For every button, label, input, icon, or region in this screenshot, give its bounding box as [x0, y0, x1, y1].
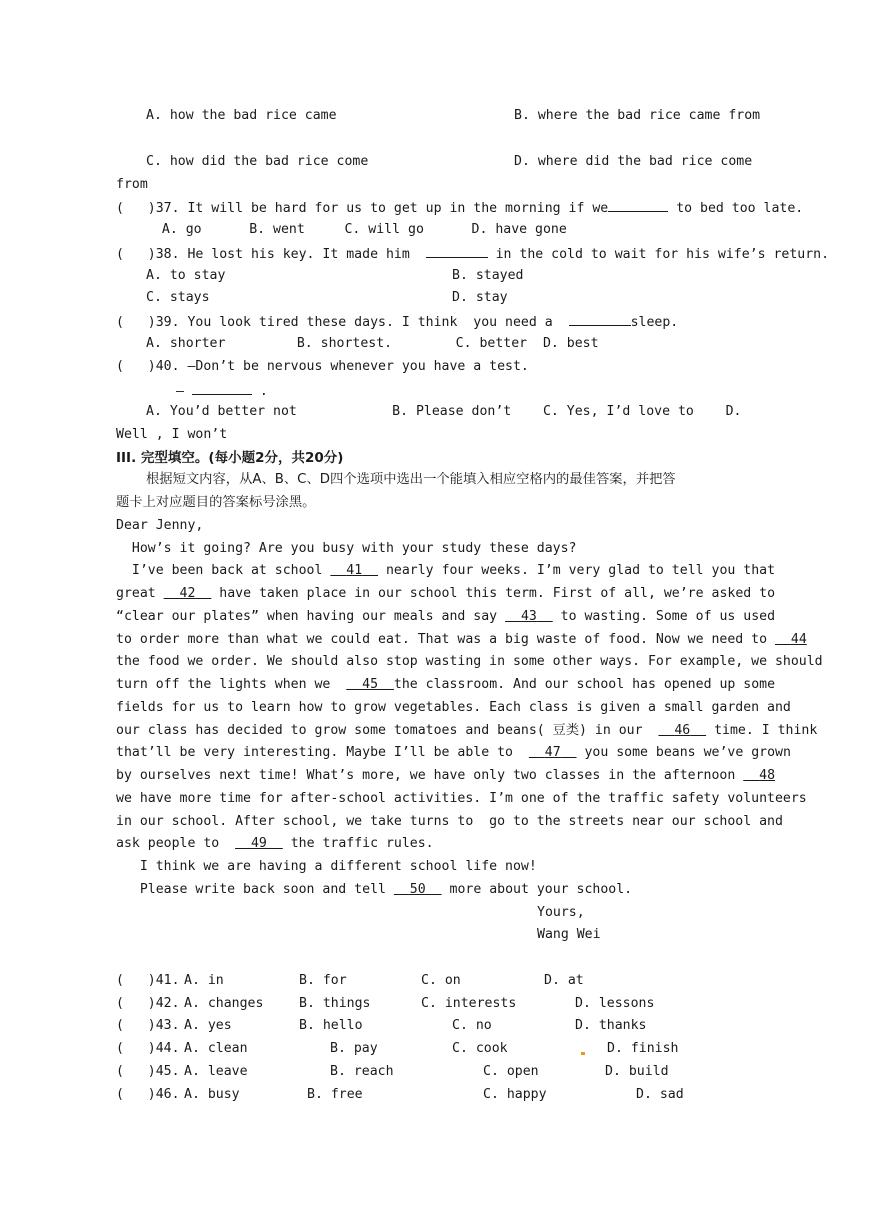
- q38-option-b: B. stayed: [452, 268, 524, 283]
- section-3-instruction-1: 根据短文内容，从A、B、C、D四个选项中选出一个能填入相应空格内的最佳答案，并把答: [146, 472, 676, 487]
- answer-41-a: A. in: [184, 973, 224, 988]
- section-3-heading: III. 完型填空。(每小题2分，共20分): [116, 450, 344, 466]
- answer-row-43-num: ( )43.: [116, 1018, 180, 1033]
- question-37: [116, 198, 803, 218]
- question-40: ( )40. —Don’t be nervous whenever you have a test.: [116, 359, 529, 374]
- q36-option-c: C. how did the bad rice come: [146, 154, 369, 169]
- answer-46-b: B. free: [307, 1087, 363, 1102]
- q40-reply: [176, 381, 268, 401]
- letter-line: [116, 676, 775, 694]
- letter-line: [116, 744, 791, 762]
- q37-stem: ( )37. It will be hard for us to get up in the morning if we: [116, 201, 609, 216]
- letter-text: time. I think: [706, 723, 818, 738]
- q39-blank: [569, 312, 631, 326]
- q38-stem: ( )38. He lost his key. It made him: [116, 247, 426, 262]
- answer-44-b: B. pay: [330, 1041, 378, 1056]
- q37-options: A. go B. went C. will go D. have gone: [146, 222, 567, 237]
- letter-line: [116, 540, 577, 558]
- q37-blank: [608, 198, 668, 212]
- blank-44: 44: [790, 632, 807, 647]
- letter-text: in our school. After school, we take turns to go to the streets near our school and: [116, 814, 783, 829]
- answer-41-c: C. on: [421, 973, 461, 988]
- answer-42-a: A. changes: [184, 996, 264, 1011]
- q39-options: A. shorter B. shortest. C. better D. best: [146, 336, 599, 351]
- blank-49: 49: [250, 836, 267, 851]
- letter-text: to wasting. Some of us used: [552, 609, 776, 624]
- q36-option-d: D. where did the bad rice come: [514, 154, 753, 169]
- letter-text: Please write back soon and tell: [116, 882, 394, 897]
- question-38: [116, 244, 829, 264]
- letter-text: by ourselves next time! What’s more, we have only two classes in the afternoon: [116, 768, 744, 783]
- answer-41-b: B. for: [299, 973, 347, 988]
- letter-line: [116, 813, 783, 831]
- letter-line: [116, 835, 434, 853]
- q36-option-b: B. where the bad rice came from: [514, 108, 761, 123]
- letter-text: turn off the lights when we: [116, 677, 347, 692]
- answer-row-45-num: ( )45.: [116, 1064, 180, 1079]
- blank-46: 46: [674, 723, 691, 738]
- answer-42-c: C. interests: [421, 996, 517, 1011]
- blank-41: 41: [346, 563, 363, 578]
- letter-signature: Wang Wei: [537, 927, 601, 942]
- letter-text: the classroom. And our school has opened up some: [393, 677, 776, 692]
- letter-text: I’ve been back at school: [116, 563, 331, 578]
- answer-43-b: B. hello: [299, 1018, 363, 1033]
- answer-43-a: A. yes: [184, 1018, 232, 1033]
- blank-48: 48: [759, 768, 776, 783]
- answer-44-c: C. cook: [452, 1041, 508, 1056]
- answer-45-d: D. build: [605, 1064, 669, 1079]
- stray-mark: [581, 1052, 585, 1055]
- letter-text: I think we are having a different school life now!: [116, 859, 537, 874]
- letter-text: the traffic rules.: [282, 836, 434, 851]
- letter-text: the food we order. We should also stop wasting in some other ways. For example, we should: [116, 654, 823, 669]
- letter-line: [116, 881, 632, 899]
- letter-line: [116, 562, 775, 580]
- answer-44-a: A. clean: [184, 1041, 248, 1056]
- q38-option-d: D. stay: [452, 290, 508, 305]
- letter-text: have taken place in our school this term. First of all, we’re asked to: [211, 586, 776, 601]
- answer-43-c: C. no: [452, 1018, 492, 1033]
- answer-42-d: D. lessons: [575, 996, 655, 1011]
- q36-option-d-wrap: from: [116, 177, 148, 192]
- q38-option-a: A. to stay: [146, 268, 226, 283]
- letter-line: [116, 608, 775, 626]
- letter-text: fields for us to learn how to grow vegetables. Each class is given a small garden and: [116, 700, 791, 715]
- q40-options-wrap: Well , I won’t: [116, 427, 228, 442]
- answer-row-41-num: ( )41.: [116, 973, 180, 988]
- letter-line: [116, 858, 537, 876]
- answer-44-d: D. finish: [607, 1041, 679, 1056]
- answer-43-d: D. thanks: [575, 1018, 647, 1033]
- letter-line: [116, 767, 775, 785]
- letter-text: that’ll be very interesting. Maybe I’ll be able to: [116, 745, 529, 760]
- blank-43: 43: [520, 609, 537, 624]
- q39-stem-end: sleep.: [630, 315, 679, 330]
- letter-line: [116, 631, 807, 649]
- q38-stem-end: in the cold to wait for his wife’s return.: [487, 247, 830, 262]
- q38-option-c: C. stays: [146, 290, 210, 305]
- answer-46-a: A. busy: [184, 1087, 240, 1102]
- section-3-instruction-2: 题卡上对应题目的答案标号涂黑。: [116, 495, 316, 510]
- letter-closing: Yours,: [537, 905, 585, 920]
- letter-text: our class has decided to grow some tomatoes and beans( 豆类) in our: [116, 723, 659, 738]
- letter-text: great: [116, 586, 164, 601]
- letter-line: [116, 722, 817, 740]
- letter-line: [116, 699, 791, 717]
- answer-45-b: B. reach: [330, 1064, 394, 1079]
- q39-stem: ( )39. You look tired these days. I think you need a: [116, 315, 569, 330]
- q36-option-a: A. how the bad rice came: [146, 108, 337, 123]
- q40-options: A. You’d better not B. Please don’t C. Yes, I’d love to D.: [146, 404, 742, 419]
- answer-46-c: C. happy: [483, 1087, 547, 1102]
- answer-46-d: D. sad: [636, 1087, 684, 1102]
- letter-text: you some beans we’ve grown: [576, 745, 791, 760]
- answer-45-c: C. open: [483, 1064, 539, 1079]
- answer-row-44-num: ( )44.: [116, 1041, 180, 1056]
- q40-blank: [192, 381, 252, 395]
- q37-stem-end: to bed too late.: [668, 201, 804, 216]
- answer-41-d: D. at: [544, 973, 584, 988]
- letter-text: ask people to: [116, 836, 236, 851]
- blank-42: 42: [179, 586, 196, 601]
- letter-line: [116, 585, 775, 603]
- blank-47: 47: [544, 745, 561, 760]
- q40-reply-dash: —: [176, 384, 184, 399]
- question-39: [116, 312, 678, 332]
- letter-line: [116, 653, 823, 671]
- letter-text: nearly four weeks. I’m very glad to tell you that: [378, 563, 776, 578]
- answer-42-b: B. things: [299, 996, 371, 1011]
- letter-text: more about your school.: [441, 882, 633, 897]
- blank-45: 45: [362, 677, 379, 692]
- answer-row-46-num: ( )46.: [116, 1087, 180, 1102]
- letter-text: to order more than what we could eat. That was a big waste of food. Now we need to: [116, 632, 775, 647]
- letter-greeting: Dear Jenny,: [116, 518, 204, 533]
- answer-row-42-num: ( )42.: [116, 996, 180, 1011]
- letter-text: “clear our plates” when having our meals and say: [116, 609, 506, 624]
- blank-50: 50: [409, 882, 426, 897]
- letter-line: [116, 790, 807, 808]
- q40-reply-end: .: [251, 384, 268, 399]
- letter-text: we have more time for after-school activities. I’m one of the traffic safety volunteers: [116, 791, 807, 806]
- letter-text: How’s it going? Are you busy with your study these days?: [116, 541, 577, 556]
- q38-blank: [426, 244, 488, 258]
- answer-45-a: A. leave: [184, 1064, 248, 1079]
